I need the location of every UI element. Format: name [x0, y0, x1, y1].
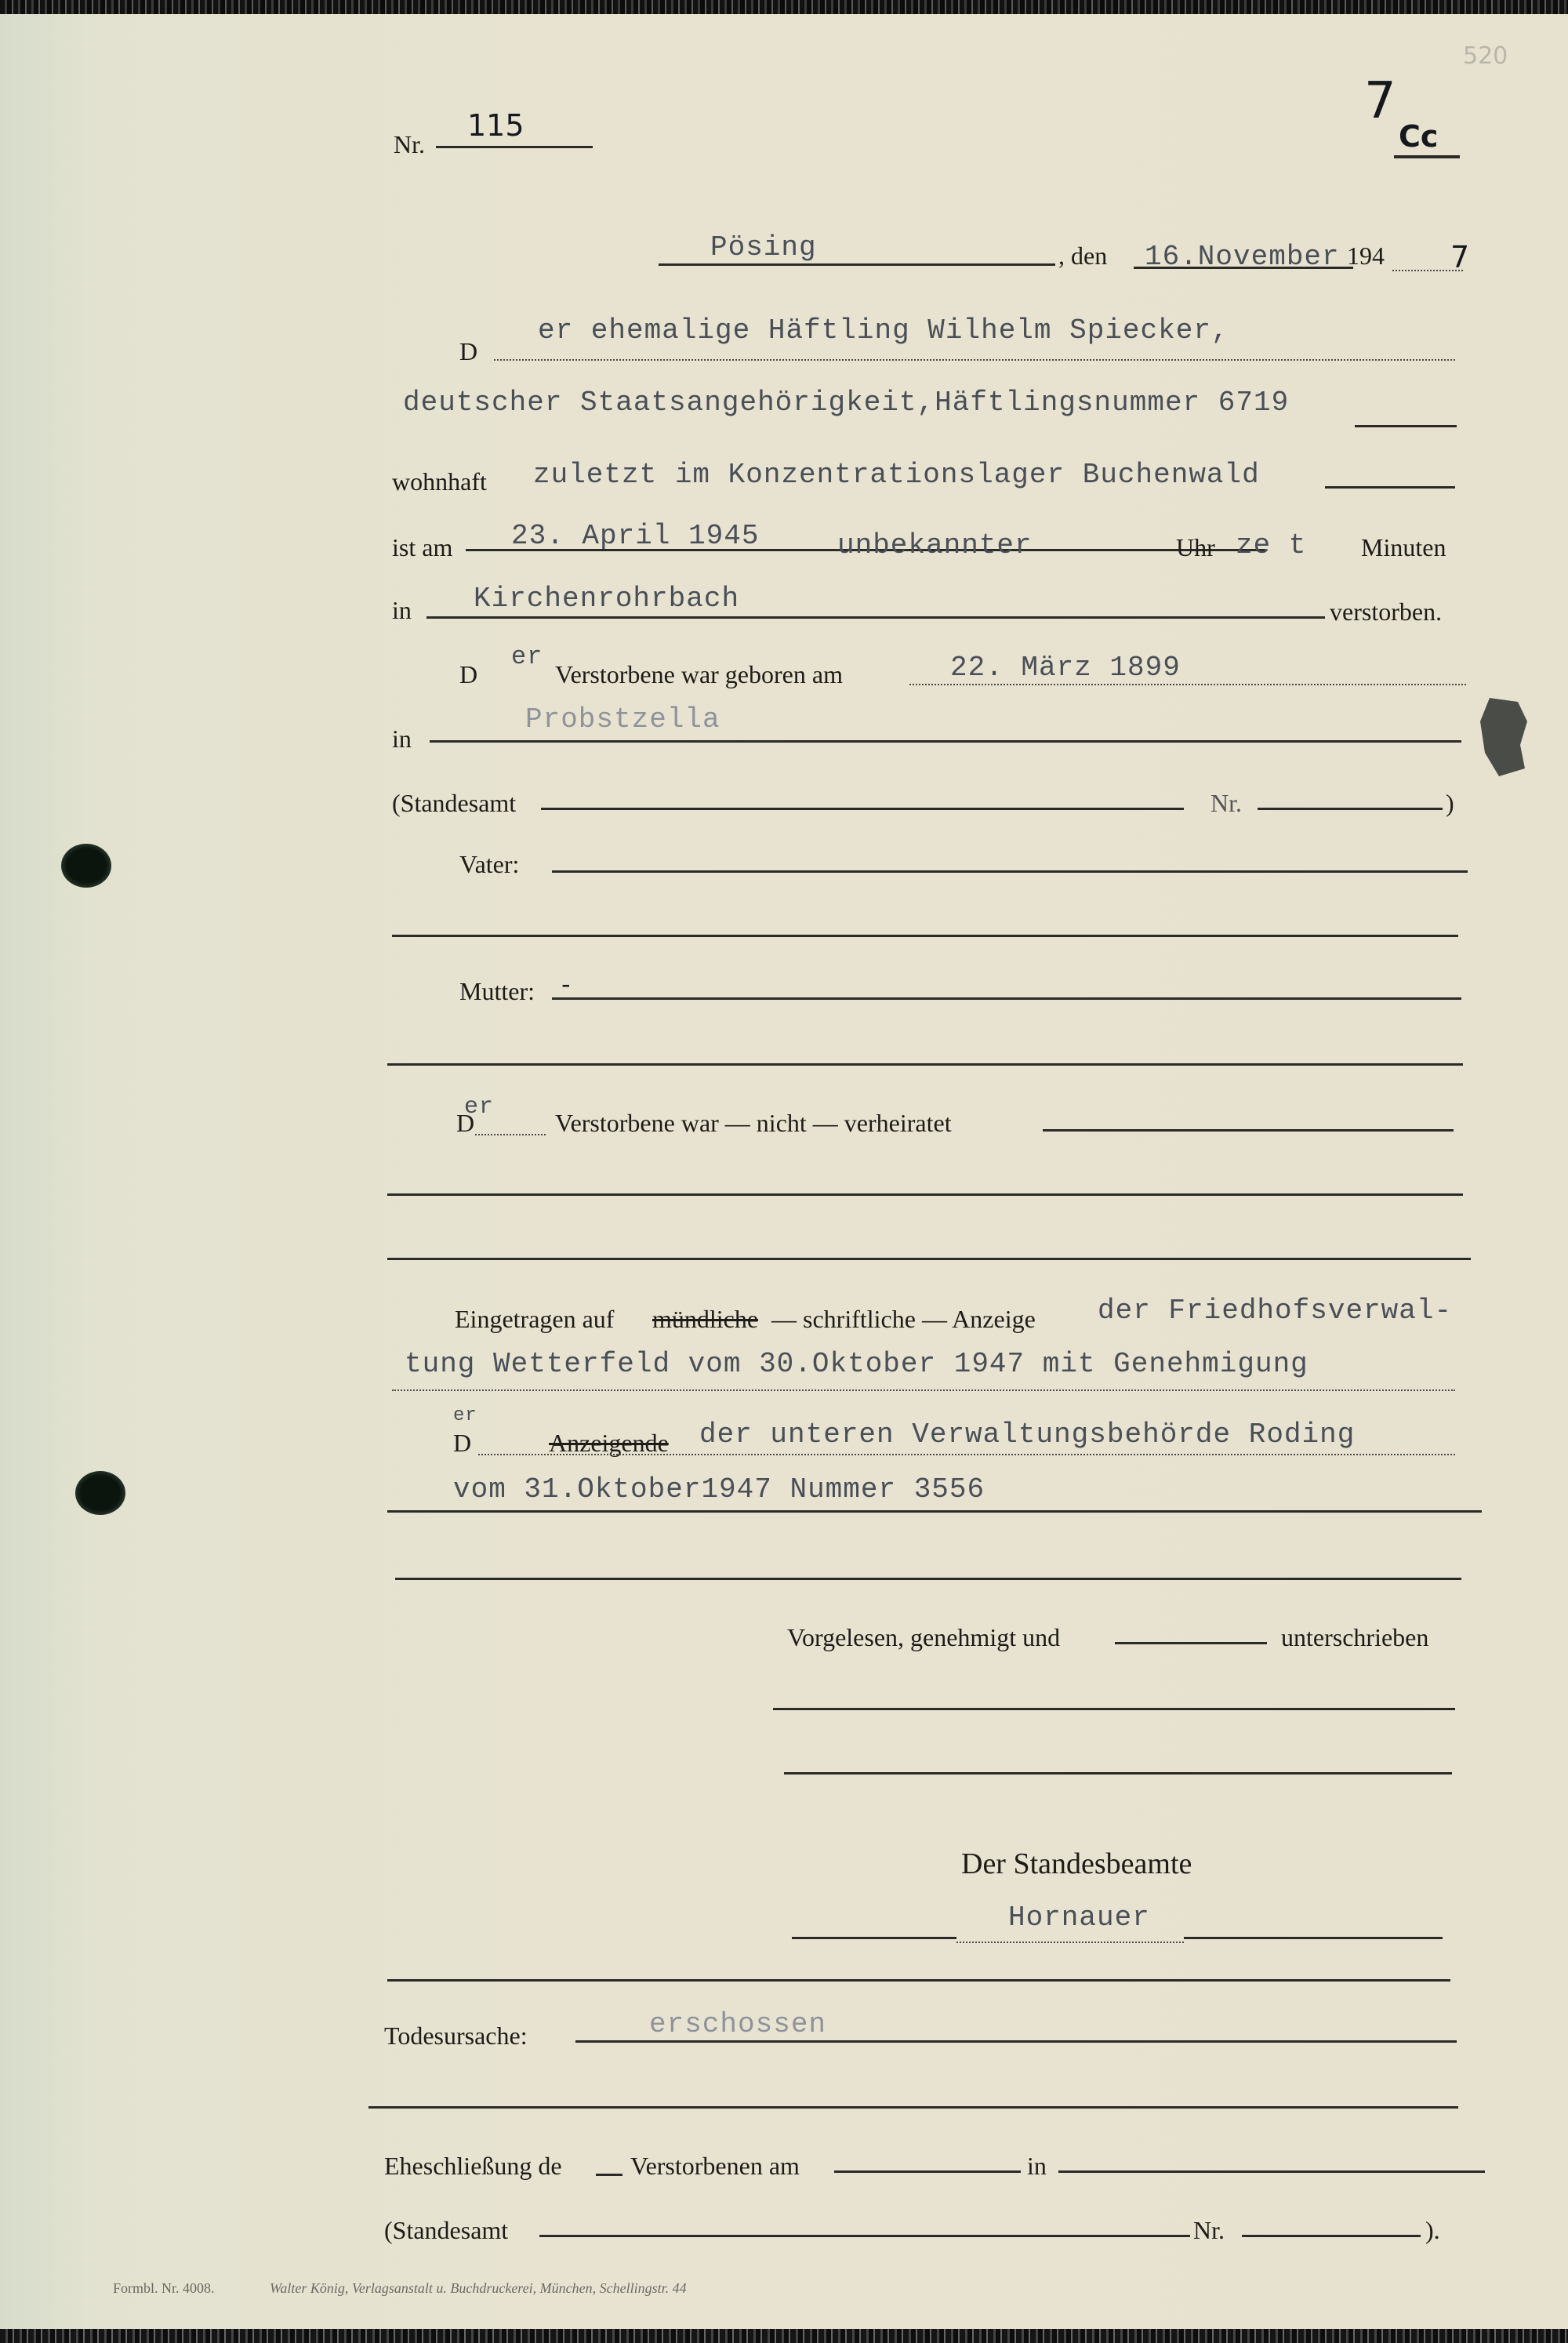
vater-label: Vater:: [459, 850, 520, 878]
marriage-nr-label: Nr.: [1193, 2216, 1225, 2244]
marriage-in-label: in: [1027, 2152, 1047, 2180]
death-time: unbekannter: [837, 529, 1033, 561]
cause-label: Todesursache:: [384, 2022, 528, 2050]
mutter-line: [552, 997, 1461, 1000]
entry-typed3: der unteren Verwaltungsbehörde Roding: [699, 1419, 1356, 1451]
marriage-label-a: Eheschließung de: [384, 2152, 562, 2180]
register-mark: 7: [1364, 72, 1396, 130]
birth-place: Probstzella: [525, 703, 720, 736]
scan-edge-top: [0, 0, 1568, 14]
ist-am-label: ist am: [392, 533, 453, 561]
wohnhaft-line: [1325, 486, 1455, 489]
year-prefix: 194: [1347, 242, 1385, 270]
entry-struck-short: Anzeigende: [549, 1429, 669, 1457]
entry-line-final: [395, 1578, 1461, 1580]
nr-line: [436, 146, 593, 148]
date-value: 16.November: [1145, 241, 1340, 273]
death-place: Kirchenrohrbach: [474, 583, 740, 615]
mutter-line-2: [387, 1063, 1463, 1066]
marriage-in-line: [1058, 2170, 1485, 2173]
vater-line: [552, 870, 1468, 873]
entry-typed4: vom 31.Oktober1947 Nummer 3556: [453, 1473, 985, 1506]
entry-typed4-line: [387, 1510, 1482, 1513]
place-value: Pösing: [710, 231, 817, 263]
entry-d-note: er: [453, 1405, 477, 1426]
official-dots: [956, 1942, 1184, 1943]
marital-d-prefix: D: [456, 1109, 475, 1137]
zeit-value: ze t: [1236, 529, 1307, 561]
den-label: , den: [1058, 242, 1108, 270]
wohnhaft-value: zuletzt im Konzentrationslager Buchenwald: [533, 459, 1260, 491]
marriage-close-paren: ).: [1425, 2216, 1440, 2244]
person-line1-dots: [494, 359, 1455, 361]
wohnhaft-label: wohnhaft: [392, 467, 487, 496]
birth-d-prefix: D: [459, 660, 478, 688]
uhr-label: Uhr: [1176, 533, 1215, 561]
birth-date-line: [909, 684, 1466, 685]
person-line2: deutscher Staatsangehörigkeit,Häftlingsnummer 6719: [403, 387, 1290, 419]
place-line: [659, 263, 1055, 266]
entry-typed1: der Friedhofsverwal-: [1098, 1295, 1453, 1327]
footer-form-number: Formbl. Nr. 4008.: [113, 2280, 215, 2296]
birth-label: Verstorbene war geboren am: [555, 660, 843, 688]
birth-standesamt-line: [541, 808, 1184, 810]
birth-er-suffix: er: [511, 642, 543, 671]
official-title: Der Standesbeamte: [961, 1847, 1192, 1880]
entry-typed2: tung Wetterfeld vom 30.Oktober 1947 mit Genehmigung: [405, 1348, 1308, 1380]
cause-value: erschossen: [649, 2008, 827, 2040]
footer-publisher: Walter König, Verlagsanstalt u. Buchdruckerei, München, Schellingstr. 44: [270, 2280, 687, 2296]
birth-standesamt-label: (Standesamt: [392, 789, 517, 817]
register-underline: [1394, 155, 1460, 158]
year-line: [1392, 270, 1463, 271]
vater-line-2: [392, 935, 1458, 937]
death-date: 23. April 1945: [511, 520, 760, 552]
minuten-label: Minuten: [1361, 533, 1446, 561]
person-d-prefix: D: [459, 337, 478, 365]
birth-close-paren: ): [1446, 789, 1454, 817]
birth-in-label: in: [392, 725, 412, 753]
unterschrieben-text: unterschrieben: [1281, 1623, 1429, 1651]
marital-er-suffix: er: [464, 1094, 495, 1121]
birth-nr-label: Nr.: [1210, 789, 1242, 817]
marriage-nr-line: [1242, 2235, 1421, 2237]
marriage-de-line: [596, 2174, 622, 2176]
marriage-label-b: Verstorbenen am: [630, 2152, 800, 2180]
signature-line-2: [784, 1772, 1452, 1775]
entry-typed2-line: [392, 1389, 1455, 1391]
marriage-date-line: [834, 2170, 1021, 2173]
nr-label: Nr.: [394, 130, 425, 158]
entry-label-end: — schriftliche — Anzeige: [771, 1305, 1036, 1333]
vorgelesen-text: Vorgelesen, genehmigt und: [787, 1623, 1061, 1651]
official-name: Hornauer: [1008, 1902, 1150, 1934]
marital-line-2: [387, 1193, 1463, 1196]
birth-date: 22. März 1899: [950, 652, 1181, 684]
register-sub: Cc: [1399, 119, 1439, 154]
year-suffix: 7: [1450, 240, 1470, 274]
death-place-line: [426, 616, 1325, 619]
vorgelesen-line: [1115, 1642, 1267, 1644]
entry-struck-word: mündliche: [652, 1305, 759, 1333]
official-line-left: [792, 1937, 956, 1939]
marriage-standesamt-label: (Standesamt: [384, 2216, 509, 2244]
marital-line-3: [387, 1258, 1471, 1260]
death-in-label: in: [392, 596, 412, 624]
person-line1: er ehemalige Häftling Wilhelm Spiecker,: [538, 314, 1229, 347]
entry-label-start: Eingetragen auf: [455, 1305, 615, 1333]
entry-typed3-line: [478, 1454, 1455, 1455]
official-line-right: [1184, 1937, 1443, 1939]
archive-number: 520: [1463, 42, 1508, 70]
marriage-standesamt-line: [539, 2235, 1190, 2237]
marital-label: Verstorbene war — nicht — verheiratet: [555, 1109, 952, 1137]
cause-line-2: [368, 2106, 1458, 2109]
signature-line-1: [773, 1708, 1455, 1710]
verstorben-label: verstorben.: [1330, 598, 1443, 626]
birth-place-line: [430, 740, 1461, 743]
person-line2-rule: [1355, 425, 1457, 427]
nr-value: 115: [467, 108, 524, 143]
scan-edge-bottom: [0, 2329, 1568, 2343]
cause-line: [575, 2040, 1457, 2043]
punch-hole-lower: [75, 1471, 125, 1515]
mutter-mark: -: [561, 969, 571, 999]
mutter-label: Mutter:: [459, 977, 535, 1005]
birth-nr-line: [1258, 808, 1443, 810]
official-section-line: [387, 1979, 1450, 1982]
marital-line: [1043, 1129, 1454, 1132]
date-line: [1134, 267, 1353, 269]
marital-dots: [475, 1134, 546, 1135]
punch-hole-upper: [61, 844, 111, 888]
entry-d-prefix: D: [453, 1429, 472, 1457]
